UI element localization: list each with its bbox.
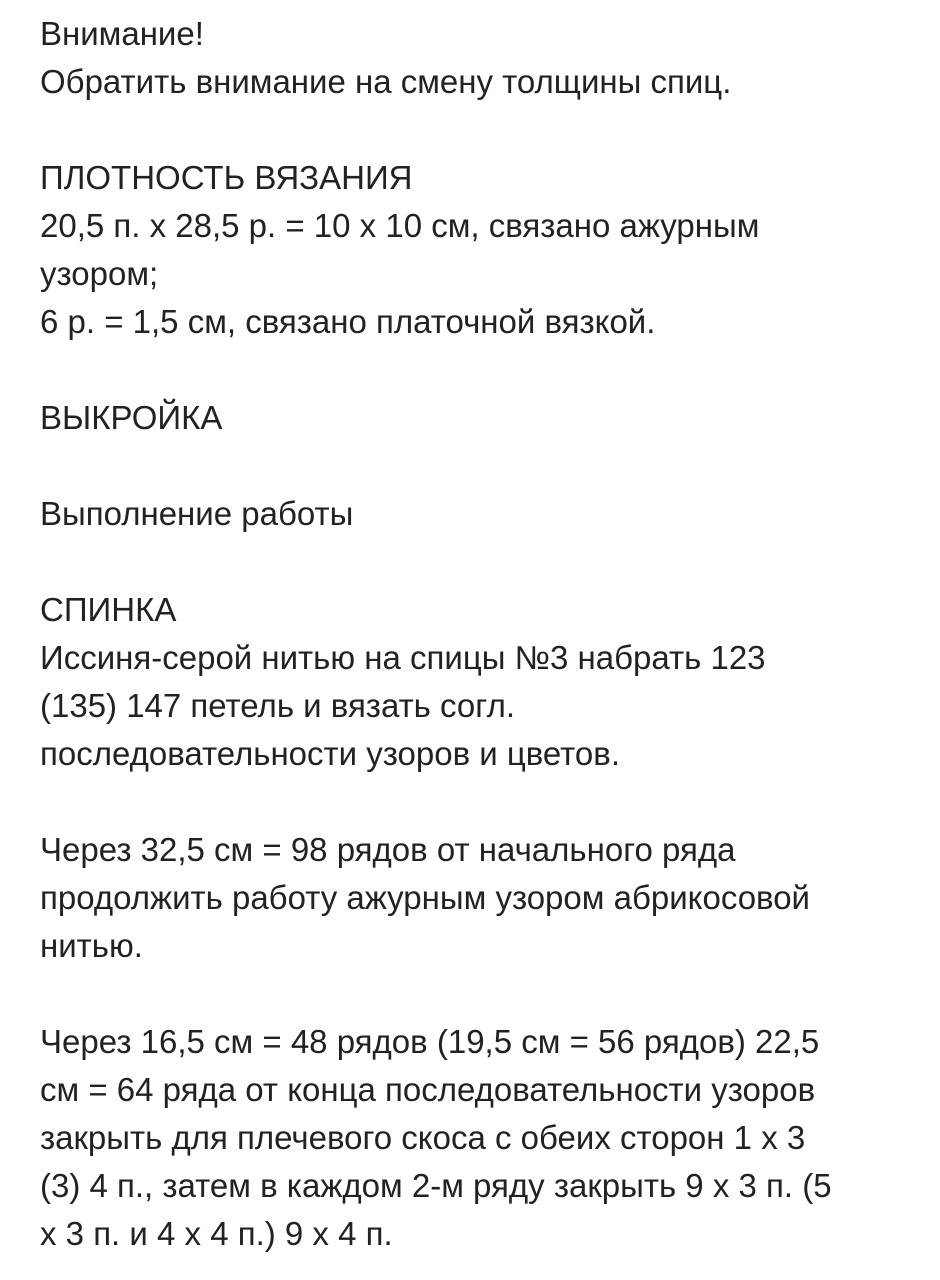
pattern-heading: ВЫКРОЙКА [40, 399, 223, 436]
paragraph-3-line-3: закрыть для плечевого скоса с обеих сторон 1 х 3 [40, 1119, 806, 1156]
blank-line [40, 778, 910, 826]
blank-line [40, 442, 910, 490]
back-line-2: (135) 147 петель и вязать согл. [40, 687, 516, 724]
back-line-3: последовательности узоров и цветов. [40, 735, 620, 772]
gauge-line-3: 6 р. = 1,5 см, связано платочной вязкой. [40, 303, 656, 340]
back-line-1: Иссиня-серой нитью на спицы №3 набрать 123 [40, 639, 766, 676]
blank-line [40, 346, 910, 394]
paragraph-3-line-5: х 3 п. и 4 х 4 п.) 9 х 4 п. [40, 1215, 393, 1252]
blank-line [40, 970, 910, 1018]
document-text [40, 10, 910, 1258]
warning-title: Внимание! [40, 15, 204, 52]
gauge-line-2: узором; [40, 255, 159, 292]
gauge-heading: ПЛОТНОСТЬ ВЯЗАНИЯ [40, 159, 413, 196]
warning-text: Обратить внимание на смену толщины спиц. [40, 63, 732, 100]
blank-line [40, 538, 910, 586]
back-heading: СПИНКА [40, 591, 177, 628]
paragraph-2-line-2: продолжить работу ажурным узором абрикосовой [40, 879, 810, 916]
instructions-heading: Выполнение работы [40, 495, 354, 532]
paragraph-3-line-2: см = 64 ряда от конца последовательности узоров [40, 1071, 816, 1108]
paragraph-3-line-4: (3) 4 п., затем в каждом 2-м ряду закрыть 9 х 3 п. (5 [40, 1167, 832, 1204]
gauge-line-1: 20,5 п. х 28,5 р. = 10 х 10 см, связано ажурным [40, 207, 760, 244]
paragraph-2-line-1: Через 32,5 см = 98 рядов от начального ряда [40, 831, 736, 868]
blank-line [40, 106, 910, 154]
paragraph-3-line-1: Через 16,5 см = 48 рядов (19,5 см = 56 рядов) 22,5 [40, 1023, 820, 1060]
paragraph-2-line-3: нитью. [40, 927, 143, 964]
